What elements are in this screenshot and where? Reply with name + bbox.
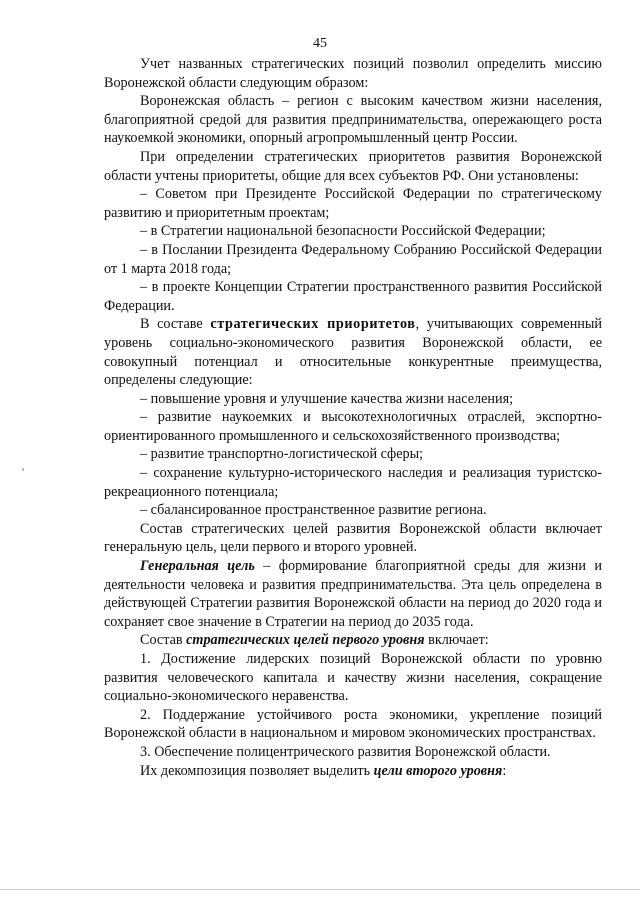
paragraph-general-goal: Генеральная цель – формирование благоприятной среды для жизни и деятельности человека и развития предпринимательства. Эта цель определена в действующей Стратегии развития Воронежской области на период до 2020 года и сохраняет свое значение в Стратегии на период до 2035 года. — [104, 558, 602, 630]
paragraph-strategic-priorities: В составе стратегических приоритетов, учитывающих современный уровень социально-экономического развития Воронежской области, ее совокупный потенциал и относительные конкурентные преимущества, определены следующие: — [104, 316, 603, 389]
list-item: – в проекте Концепции Стратегии пространственного развития Российской Федерации. — [104, 279, 602, 314]
paragraph-second-level-goals: Их декомпозиция позволяет выделить цели второго уровня: — [140, 762, 507, 779]
scan-edge-line — [0, 889, 640, 890]
general-goal-term: Генеральная цель — [140, 558, 255, 575]
list-item: – развитие наукоемких и высокотехнологичных отраслей, экспортно-ориентированного промышленного и сельскохозяйственного производства; — [104, 409, 602, 444]
list-item: – сбалансированное пространственное развитие региона. — [140, 502, 487, 519]
list-item: – повышение уровня и улучшение качества жизни населения; — [140, 390, 514, 407]
second-level-goals-term: цели второго уровня — [373, 762, 503, 779]
paragraph-mission-statement: Воронежская область – регион с высоким качеством жизни населения, благоприятной средой для развития предпринимательства, опережающего роста наукоемкой экономики, опорный агропромышленный центр России. — [104, 93, 602, 147]
list-item: 1. Достижение лидерских позиций Воронежской области по уровню развития человеческого капитала и качеству жизни населения, сокращение социально-экономического неравенства. — [104, 651, 602, 705]
page-number: 45 — [313, 36, 327, 51]
list-item: – сохранение культурно-исторического наследия и реализация туристско-рекреационного потенциала; — [104, 465, 602, 500]
list-item: – Советом при Президенте Российской Федерации по стратегическому развитию и приоритетным проектам; — [104, 186, 602, 221]
paragraph-mission-intro: Учет названных стратегических позиций позволил определить миссию Воронежской области следующим образом: — [104, 56, 602, 91]
paragraph-priorities-intro: При определении стратегических приоритетов развития Воронежской области учтены приоритеты, общие для всех субъектов РФ. Они установлены: — [104, 148, 602, 184]
list-item: – в Послании Президента Федеральному Собранию Российской Федерации от 1 марта 2018 года; — [104, 241, 602, 277]
first-level-goals-term: стратегических целей первого уровня — [186, 632, 425, 649]
list-item: 3. Обеспечение полицентрического развития Воронежской области. — [140, 743, 551, 760]
document-body — [104, 55, 602, 780]
list-item: – развитие транспортно-логистической сферы; — [140, 446, 424, 463]
scan-speck — [22, 468, 24, 471]
paragraph-first-level-goals: Состав стратегических целей первого уровня включает: — [140, 632, 489, 649]
list-item: – в Стратегии национальной безопасности Российской Федерации; — [140, 223, 546, 240]
list-item: 2. Поддержание устойчивого роста экономики, укрепление позиций Воронежской области в национальном и мировом экономических пространствах. — [104, 706, 602, 742]
strategic-priorities-term: стратегических приоритетов — [210, 316, 416, 333]
paragraph-goals-composition: Состав стратегических целей развития Воронежской области включает генеральную цель, цели первого и второго уровней. — [104, 520, 602, 556]
